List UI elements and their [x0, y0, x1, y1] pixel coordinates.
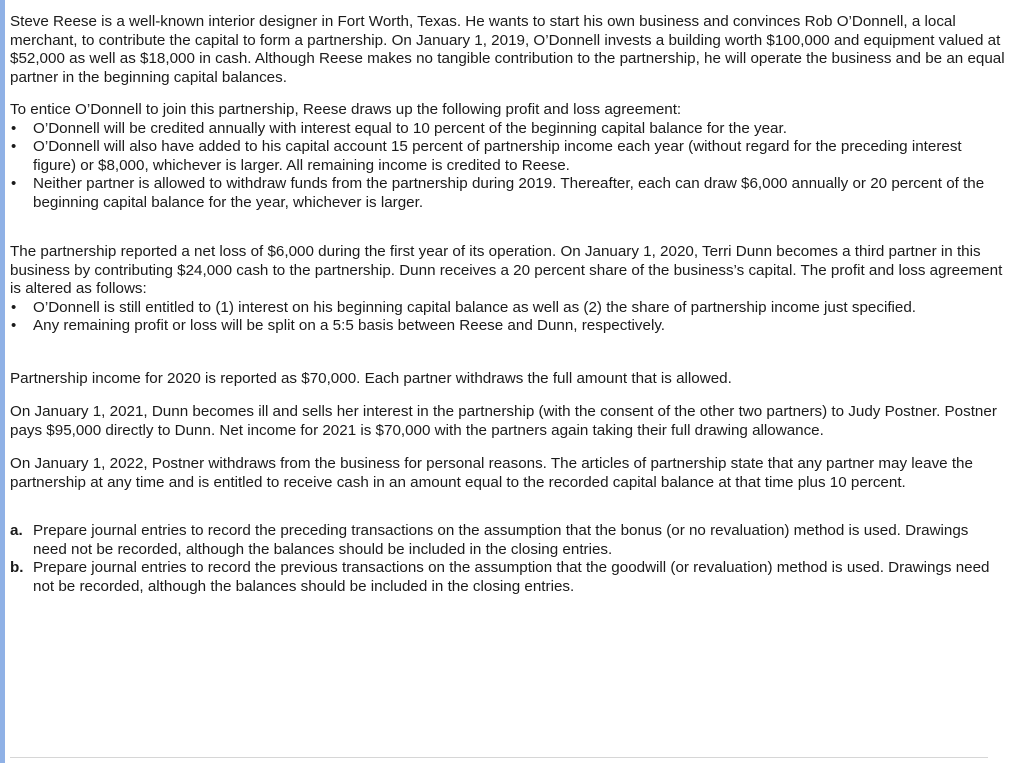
task-text: Prepare journal entries to record the preceding transactions on the assumption that the bonus (or no revaluation) method is used. Drawings need not be recorded, although the balances should be included in the closing entries.	[33, 522, 969, 558]
agreement-bullet-list	[10, 120, 1005, 213]
bullet-icon: •	[11, 298, 17, 316]
task-item-b	[10, 559, 1005, 596]
list-item	[10, 317, 1005, 336]
task-item-a	[10, 522, 1005, 559]
task-list	[10, 522, 1005, 596]
year-2021-paragraph: On January 1, 2021, Dunn becomes ill and sells her interest in the partnership (with the consent of the other two partners) to Judy Postner. Postner pays $95,000 directly to Dunn. Net income for 2021 is $70,000 with the partners again taking their full drawing allowance.	[10, 403, 997, 439]
bullet-icon: •	[11, 119, 17, 137]
list-item-text: Neither partner is allowed to withdraw funds from the partnership during 2019. Thereafter, each can draw $6,000 annually or 20 percent of the beginning capital balance for the year, whichever is larger.	[33, 175, 985, 211]
bottom-divider	[10, 757, 988, 758]
list-item	[10, 299, 1005, 318]
bullet-icon: •	[11, 138, 17, 155]
year-2022-paragraph: On January 1, 2022, Postner withdraws from the business for personal reasons. The articles of partnership state that any partner may leave the partnership at any time and is entitled to receive cash in an amount equal to the recorded capital balance at that time plus 10 percent.	[10, 455, 973, 491]
income-2020-paragraph: Partnership income for 2020 is reported as $70,000. Each partner withdraws the full amount that is allowed.	[10, 369, 732, 387]
list-item	[10, 138, 1005, 175]
left-accent-bar	[0, 0, 5, 763]
list-item-text: O’Donnell will also have added to his capital account 15 percent of partnership income each year (without regard for the preceding interest figure) or $8,000, whichever is larger. All remaining income is credited to Reese.	[33, 138, 962, 174]
bullet-icon: •	[11, 175, 17, 192]
problem-text	[10, 3, 1005, 596]
bullet-icon: •	[11, 317, 17, 334]
entice-paragraph: To entice O’Donnell to join this partnership, Reese draws up the following profit and loss agreement:	[10, 101, 682, 118]
list-item	[10, 120, 1005, 139]
task-marker: b.	[10, 559, 24, 576]
task-marker: a.	[10, 522, 23, 539]
intro-paragraph: Steve Reese is a well-known interior designer in Fort Worth, Texas. He wants to start his own business and convinces Rob O’Donnell, a local merchant, to contribute the capital to form a partnership. On January 1, 2019, O’Donnell invests a building worth $100,000 and equipment valued at $52,000 as well as $18,000 in cash. Although Reese makes no tangible contribution to the partnership, he will operate the business and be an equal partner in the beginning capital balances.	[10, 13, 1005, 86]
task-text: Prepare journal entries to record the previous transactions on the assumption that the goodwill (or revaluation) method is used. Drawings need not be recorded, although the balances should be included in the closing entries.	[33, 559, 990, 595]
list-item-text: O’Donnell is still entitled to (1) interest on his beginning capital balance as well as (2) the share of partnership income just specified.	[33, 298, 917, 316]
list-item-text: O’Donnell will be credited annually with interest equal to 10 percent of the beginning capital balance for the year.	[33, 119, 787, 137]
list-item-text: Any remaining profit or loss will be split on a 5:5 basis between Reese and Dunn, respectively.	[33, 317, 666, 334]
list-item	[10, 175, 1005, 212]
altered-agreement-bullet-list	[10, 299, 1005, 336]
net-loss-paragraph: The partnership reported a net loss of $6,000 during the first year of its operation. On January 1, 2020, Terri Dunn becomes a third partner in this business by contributing $24,000 cash to the partnership. Dunn receives a 20 percent share of the business’s capital. The profit and loss agreement is altered as follows:	[10, 243, 1003, 297]
